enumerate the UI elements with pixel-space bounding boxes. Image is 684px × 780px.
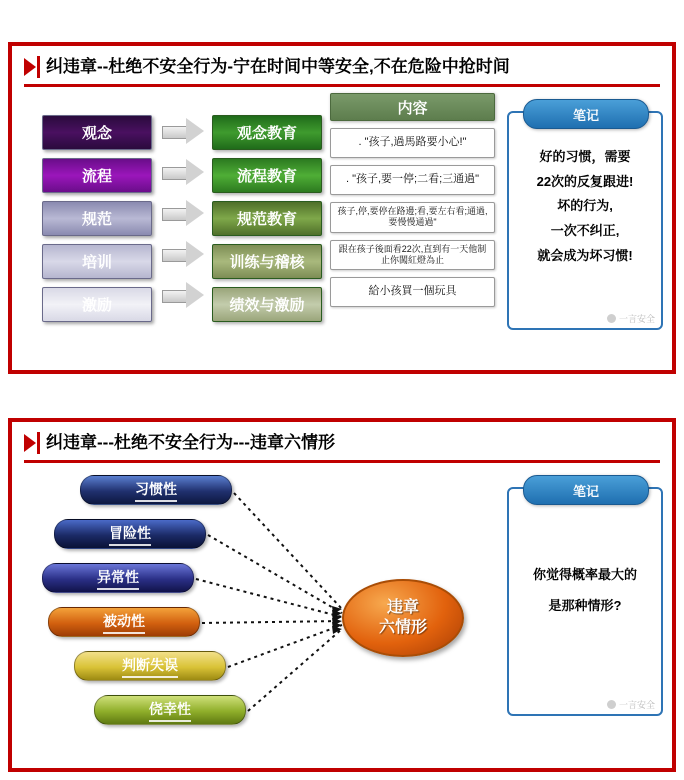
pill-item-6[interactable] — [94, 695, 246, 725]
note-line: 一次不纠正, — [550, 223, 620, 239]
note-line: 是那种情形? — [548, 598, 622, 614]
left-box-1[interactable]: 观念 — [42, 115, 152, 150]
arrow-column — [160, 115, 210, 320]
watermark-text: 一言安全 — [618, 314, 655, 324]
pill-label: 侥幸性 — [149, 699, 191, 722]
note-line: 你觉得概率最大的 — [532, 567, 637, 582]
triangle-marker-icon — [24, 58, 36, 76]
page-title: 纠违章---杜绝不安全行为---违章六情形 — [46, 433, 335, 452]
note-line: 好的习惯，需要 — [539, 149, 631, 164]
note-body — [509, 141, 661, 272]
center-oval-line-2: 六情形 — [378, 619, 427, 636]
content-item-3: 孩子,停,要停在路邊;看,要左右看;通過,要慢慢通過" — [330, 202, 495, 233]
arrow-right-icon — [160, 115, 210, 148]
triangle-marker-icon — [24, 434, 36, 452]
arrow-right-icon — [160, 279, 210, 312]
arrow-right-icon — [160, 238, 210, 271]
note-body — [509, 517, 661, 625]
left-box-2[interactable]: 流程 — [42, 158, 152, 193]
left-box-4[interactable]: 培训 — [42, 244, 152, 279]
note-line: 22次的反复跟进! — [536, 173, 634, 189]
pill-label: 异常性 — [97, 567, 139, 590]
pill-item-4[interactable] — [48, 607, 200, 637]
content-column — [330, 93, 495, 307]
pill-item-3[interactable] — [42, 563, 194, 593]
bar-marker-icon — [37, 56, 40, 78]
middle-box-5[interactable]: 绩效与激励 — [212, 287, 322, 322]
note-line: 坏的行为, — [557, 198, 613, 214]
note-panel-2 — [507, 483, 663, 716]
middle-column — [212, 115, 322, 330]
watermark — [607, 312, 655, 325]
watermark-text: 一言安全 — [618, 700, 655, 710]
left-column — [42, 115, 152, 330]
content-item-1: . "孩子,過馬路要小心!" — [330, 128, 495, 158]
pill-label: 判断失误 — [122, 655, 178, 678]
slide-2-body — [12, 469, 672, 727]
pill-label: 被动性 — [103, 611, 145, 634]
middle-box-2[interactable]: 流程教育 — [212, 158, 322, 193]
slide-1 — [8, 42, 676, 374]
pill-item-2[interactable] — [54, 519, 206, 549]
slide-1-body — [12, 93, 672, 328]
watermark-logo-icon — [607, 314, 616, 323]
note-header: 笔记 — [523, 99, 649, 129]
pill-label: 习惯性 — [135, 479, 177, 502]
note-header: 笔记 — [523, 475, 649, 505]
left-box-3[interactable]: 规范 — [42, 201, 152, 236]
arrow-right-icon — [160, 156, 210, 189]
slide-2-title-row — [24, 432, 660, 463]
slide-1-title-row — [24, 56, 660, 87]
middle-box-4[interactable]: 训练与稽核 — [212, 244, 322, 279]
middle-box-1[interactable]: 观念教育 — [212, 115, 322, 150]
content-item-4: 跟在孩子後面看22次,直到有一天他制止你闖紅燈為止 — [330, 240, 495, 271]
center-oval-line-1: 违章 — [386, 599, 419, 616]
pill-item-1[interactable] — [80, 475, 232, 505]
arrow-right-icon — [160, 197, 210, 230]
pill-item-5[interactable] — [74, 651, 226, 681]
center-oval[interactable] — [342, 579, 464, 657]
watermark — [607, 698, 655, 711]
note-line: 就会成为坏习惯! — [537, 247, 633, 263]
content-header: 内容 — [330, 93, 495, 121]
pill-label: 冒险性 — [109, 523, 151, 546]
note-panel-1 — [507, 107, 663, 330]
content-item-2: . "孩子,要一停;二看;三通過" — [330, 165, 495, 195]
left-box-5[interactable]: 激励 — [42, 287, 152, 322]
content-item-5: 給小孩買一個玩具 — [330, 277, 495, 307]
middle-box-3[interactable]: 规范教育 — [212, 201, 322, 236]
watermark-logo-icon — [607, 700, 616, 709]
page-title: 纠违章--杜绝不安全行为-宁在时间中等安全,不在危险中抢时间 — [46, 57, 510, 76]
slide-2 — [8, 418, 676, 772]
bar-marker-icon — [37, 432, 40, 454]
